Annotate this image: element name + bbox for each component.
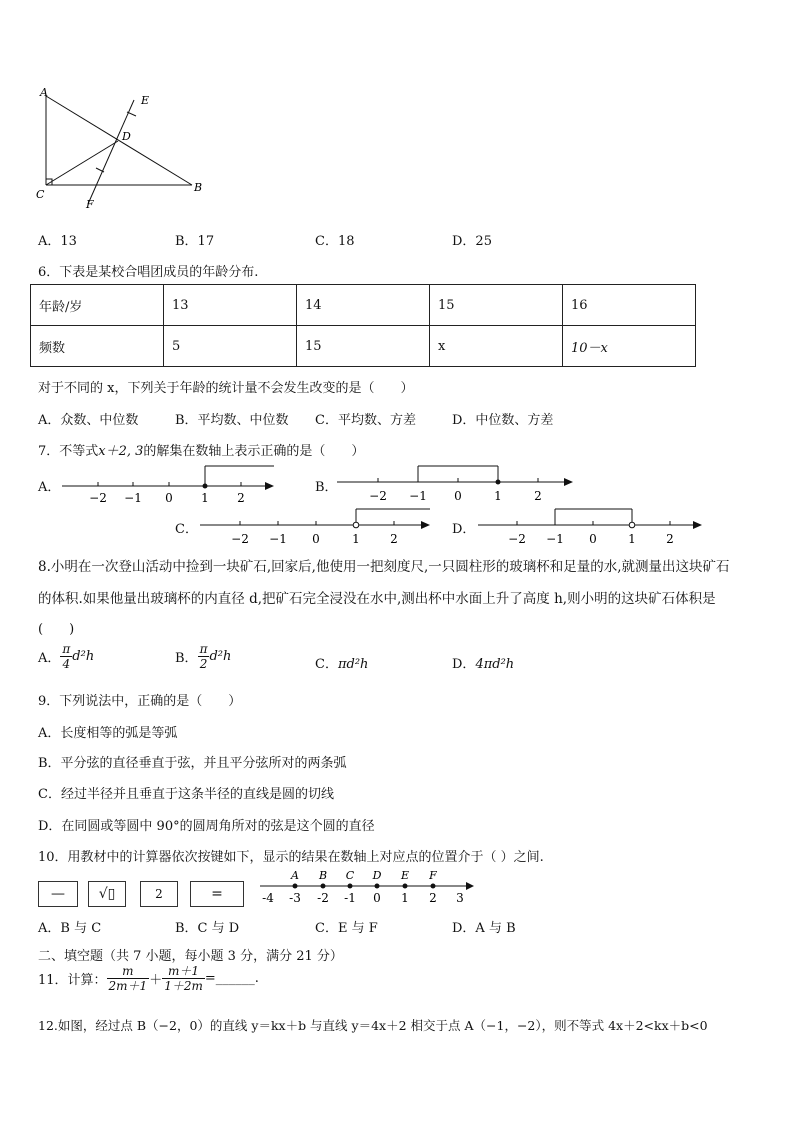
svg-text:-2: -2 [317,891,329,905]
table-cell: 15 [297,326,430,367]
age-table [30,284,696,367]
key-equals: = [190,881,244,907]
svg-text:1: 1 [352,532,360,546]
q8-option-a[interactable]: A． $\frac{\pi}{4}$ d²h [38,642,95,671]
svg-text:−2: −2 [369,489,387,503]
svg-text:2: 2 [534,489,542,503]
svg-text:-1: -1 [344,891,356,905]
q7-option-d[interactable]: D． [452,522,476,537]
q8-line2: 的体积.如果他量出玻璃杯的内直径 d,把矿石完全浸没在水中,测出杯中水面上升了高度 h,则小明的这块矿石体积是 [38,591,716,607]
q11-fraction-2: $\frac{m+1}{1+2m}$ [164,964,203,993]
svg-text:0: 0 [589,532,597,546]
q7-question-pre: 7．不等式 [38,444,99,459]
svg-text:2: 2 [237,491,245,505]
q11: 11．计算： $\frac{m}{2m+1}$ ＋ $\frac{m+1}{1+2m}$ =______. [38,964,259,993]
q10-numberline [258,866,480,908]
svg-text:0: 0 [454,489,462,503]
q7-question [38,440,364,459]
q6-option-c[interactable]: C．平均数、方差 [315,413,416,428]
q10-option-d[interactable]: D．A 与 B [452,921,516,936]
svg-text:F: F [429,869,437,882]
q7-numberline-d [476,505,708,549]
q11-answer-blank[interactable]: =______. [204,971,259,986]
q6-option-b[interactable]: B．平均数、中位数 [175,413,289,428]
key-minus: — [38,881,78,907]
svg-text:B: B [318,869,328,882]
q10-option-b[interactable]: B．C 与 D [175,921,240,936]
q7-numberline-a [60,460,280,506]
svg-text:-3: -3 [289,891,301,905]
table-cell: 16 [563,285,696,326]
svg-text:2: 2 [429,891,437,905]
section-heading: 二、填空题（共 7 小题，每小题 3 分，满分 21 分） [38,949,343,964]
svg-text:1: 1 [401,891,409,905]
svg-text:−2: −2 [508,532,526,546]
key-sqrt: √▯ [88,881,126,907]
table-cell: 频数 [31,326,164,367]
table-cell: 13 [164,285,297,326]
q8-option-d[interactable]: D．4πd²h [452,657,515,672]
svg-text:−1: −1 [124,491,142,505]
q7-question-post: 的解集在数轴上表示正确的是（ ） [143,444,365,459]
svg-text:0: 0 [312,532,320,546]
svg-text:1: 1 [494,489,502,503]
q6-option-d[interactable]: D．中位数、方差 [452,413,554,428]
q5-option-a[interactable]: A．13 [38,234,77,249]
q8-option-c[interactable]: C．πd²h [315,657,369,672]
label-c: C [36,188,45,201]
q10-option-c[interactable]: C．E 与 F [315,921,378,936]
table-cell: 5 [164,326,297,367]
label-e: E [141,94,150,107]
q11-label: 11．计算： [38,973,107,988]
q8-line1: 8.小明在一次登山活动中捡到一块矿石,回家后,他使用一把刻度尺,一只圆柱形的玻璃杯和足量的水,就测量出这块矿石 [38,559,730,575]
svg-text:2: 2 [666,532,674,546]
q7-numberline-c [198,505,438,549]
q10-option-a[interactable]: A．B 与 C [38,921,102,936]
label-f: F [86,198,94,211]
triangle-figure [30,88,220,213]
q9-option-d[interactable]: D．在同圆或等圆中 90°的圆周角所对的弦是这个圆的直径 [38,819,375,834]
label-a: A [40,88,48,99]
q9-option-b[interactable]: B．平分弦的直径垂直于弦，并且平分弦所对的两条弧 [38,756,347,771]
svg-text:−2: −2 [231,532,249,546]
svg-text:0: 0 [165,491,173,505]
q7-numberline-b [335,460,580,506]
svg-text:0: 0 [373,891,381,905]
q6-prompt: 对于不同的 x，下列关于年龄的统计量不会发生改变的是（ ） [38,381,414,396]
q5-option-d[interactable]: D．25 [452,234,492,249]
svg-text:1: 1 [201,491,209,505]
svg-text:1: 1 [628,532,636,546]
table-cell: 14 [297,285,430,326]
table-cell: x [430,326,563,367]
q8-line3: ( ) [38,622,75,637]
svg-text:D: D [372,869,382,882]
q9-option-c[interactable]: C．经过半径并且垂直于这条半径的直线是圆的切线 [38,787,334,802]
svg-text:−1: −1 [546,532,564,546]
svg-text:A: A [291,869,299,882]
q5-option-b[interactable]: B．17 [175,234,215,249]
svg-text:−1: −1 [269,532,287,546]
q8-option-b[interactable]: B． $\frac{\pi}{2}$ d²h [175,642,232,671]
q6-option-a[interactable]: A．众数、中位数 [38,413,139,428]
q9-question: 9．下列说法中，正确的是（ ） [38,694,242,709]
q5-option-c[interactable]: C．18 [315,234,355,249]
q10-question: 10．用教材中的计算器依次按键如下，显示的结果在数轴上对应点的位置介于（ ）之间. [38,850,544,865]
q7-option-c[interactable]: C． [175,522,198,537]
label-d: D [122,130,131,143]
q12-question: 12.如图，经过点 B（−2，0）的直线 y＝kx＋b 与直线 y＝4x＋2 相交于点 A（−1，−2），则不等式 4x＋2<kx＋b<0 [38,1018,708,1033]
svg-text:2: 2 [390,532,398,546]
q7-option-b[interactable]: B． [315,480,338,495]
svg-text:E: E [400,869,410,882]
key-2: 2 [140,881,178,907]
table-cell: 15 [430,285,563,326]
table-cell: 10－x [563,326,696,367]
svg-text:C: C [345,869,355,882]
svg-text:3: 3 [456,891,464,905]
svg-text:-4: -4 [262,891,274,905]
q7-option-a[interactable]: A． [38,480,61,495]
q6-question: 6．下表是某校合唱团成员的年龄分布. [38,265,259,280]
q11-fraction-1: $\frac{m}{2m+1}$ [108,964,148,993]
svg-text:−2: −2 [89,491,107,505]
label-b: B [194,181,203,194]
q9-option-a[interactable]: A．长度相等的弧是等弧 [38,726,178,741]
q7-inequality: x＋2, 3 [98,444,144,459]
svg-text:−1: −1 [409,489,427,503]
table-cell: 年龄/岁 [31,285,164,326]
